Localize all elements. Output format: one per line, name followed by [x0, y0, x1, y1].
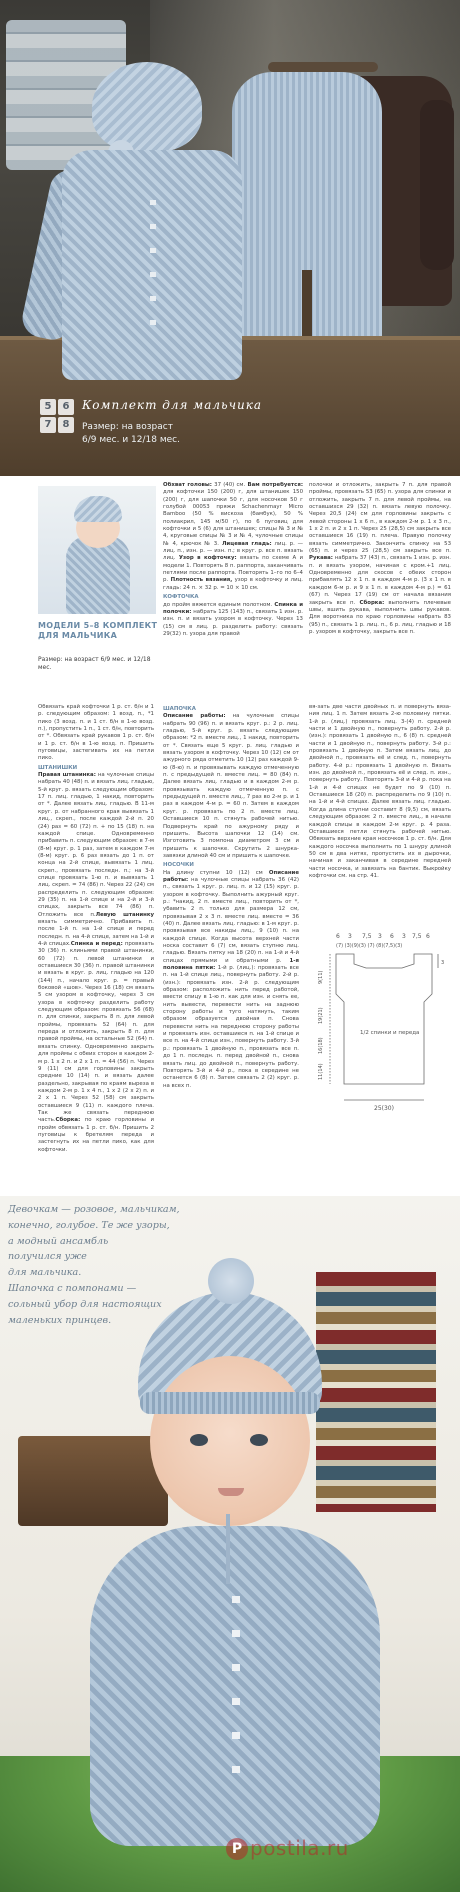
bold-term: Узор в кофточку: — [175, 555, 237, 562]
book-stack — [316, 1272, 436, 1512]
body-text: на чулочные спицы набрать 36 (42) п., связать 1 круг. р. лиц. п. и 12 (15) круг. р. узором в кофточку. Выполнить ажурный круг. р.: *накид, 2 п. вместе лиц., повторить от *, убавить 2 п. только для размера 12 см, провязывая 2 х 3 п. вместе лиц. вместе = 36 (40) п. Далее вязать лиц. гладью: в 1-м круг. р. провязывая все накиды лиц., 9 (10) п. на каждой спице. Когда высота верхней части носка составит 6 (7) см, вязать ступню лиц. гладью. Вязать пятку на 18 (20) п. на 1-й и 4-й спицах прямыми и обратными р. — [163, 876, 299, 964]
pattern-schematic — [316, 924, 452, 1140]
text-column-b — [309, 482, 451, 694]
baby-face — [150, 1356, 310, 1526]
body-text: набрать 125 (143) п., связать 1 изн. р. изн. п. и вязать узором в кофточку. Через 13 (15) см в лиц. р. разделить работу: связать 29(32) п. узора для правой — [163, 608, 303, 637]
cardigan-buttons — [232, 1596, 240, 1796]
watermark[interactable]: postila.ru — [250, 1836, 349, 1860]
model-number-badge — [40, 399, 74, 433]
badge-number: 7 — [40, 417, 56, 433]
section-heading: ШАПОЧКА — [163, 706, 196, 712]
body-text: вязать симметрично. Прибавить п. после 1-й п. на 1-й спице и перед последн. п. на 4-й спице, затем на 1-й и 4-й спицах. — [38, 918, 154, 947]
body-text: вя-зать две части двойных п. и повернуть вяза-ния лиц. 1 п. Затем вязать 2-ю половину пятки. 1-й р. (лиц.) провязать лиц. 3-(4) п. средней части и 1 двойную п., повернуть работу. 2-й р. (изн.): провязать 1 двойную п., 6 (8) п. средней части и 1 двойную п., повернуть работу. 3-й р.: провязать 1 двойную п. Затем вязать лиц. до двойной п., провязать её и след. п., повернуть работу. 4-й р.: провязать 1 двойную п. Вязать изн. до двойной п., провязать её и след. п. изн., повернуть работу. Повторять 3-й и 4-й р. пока на 1-й и 4-й спицах не будет по 9 (10) п. Оставшиеся 18 (20) п. распределить по 9 (10) п. на 1-й и 4-й спицах. Далее вязать лиц. гладью. Когда длина ступни составит 8 (9,5) см, вязать следующим образом: 2 п. вместе лиц., в начале каждой спицы в каждом 2-м круг. р. 4 раза. Оставшиеся петли стянуть рабочей нитью. Обвязать верхние края носочков 1 р. ст. б/н. Для каждого носочка выполнить по 1 шнуру длиной 50 см в два нитях, пропустить их в дырочки, начиная и заканчивая в середине передней части носочка, и завязать на бантик. — [309, 704, 451, 872]
schem-measure: 9(11) — [318, 970, 324, 984]
body-text: до пройм вяжется единым полотном. — [163, 601, 273, 608]
top-product-photo — [0, 0, 460, 476]
baby-thumbnail-hat — [74, 496, 122, 522]
bold-term: Рукава: — [309, 555, 333, 562]
body-text: На длину ступни 10 (12) см — [163, 869, 263, 876]
body-text: для кофточки 150 (200) г, для штанишек 150 (200) г, для шапочки 50 г, для носочков 50 г голубой 00053 пряжи Schachenmayr Micro Bamboo (50 % вискоза (бамбук), 50 % полиакрил, 145 м/50 г), по 6 пуговиц для кофточки и 5 (6) для штанишек; спицы № 3 и № 4, круговые спицы № 3 и № 4, чулочные спицы № 4, крючок № 3. — [163, 489, 303, 547]
body-text: 1-й р. (лиц.): провязать все п. на 1-й спице лиц., повернуть работу. 2-й р. (изн.): провязать изн. 2-й р. следующим образом: расположить нить перед работой, ввести спицу в 1-ю п. как для изн. и снять ее, нить вывести, перевести нить на заднюю сторону работы и туго натянуть, таким образом образуется двойная п. Снова перевести нить на переднюю сторону работы и провязать изн. оставшиеся п. на 1-й спице и все п. на 4-й спице изн., повернуть работу. 3-й р.: провязать 1 двойную п., провязать все п. до 1 п. последн. п. перед двойной п., снова вязать лиц. до двойной п., повернуть работу. Повторять 3-й и 4-й р., пока в середине не останется 6 (8) п. Затем связать 2 (2) круг. р. на всех п. — [163, 965, 299, 1089]
body-text: 37 (40) см. — [211, 482, 246, 488]
body-text: Обвязать край кофточки 1 р. ст. б/н и 1 р. следующим образом: 1 возд. п., *1 пико (3 возд. п. и 1 ст. б/н в 1-ю возд. п.), пропустить 1 п., 1 ст. б/н, повторить от *. Обвязать край рукавов 1 р. ст. б/н и 1 р. ст. б/н в 1-ю возд. п. Пришить пуговицы, застегивать их на петли пико. — [38, 704, 154, 762]
text-column-e — [309, 704, 451, 914]
caption-line: маленьких принцев. — [8, 1314, 112, 1326]
bold-term: Сборка: — [355, 599, 385, 606]
bold-term: Сборка: — [55, 1117, 81, 1124]
bottom-baby-photo — [0, 1196, 460, 1892]
photo-caption — [8, 1202, 258, 1328]
hat-brim — [140, 1392, 320, 1414]
bold-term: Описание работы: — [163, 869, 299, 883]
photo-subtitle: 6/9 мес. и 12/18 мес. — [82, 435, 180, 445]
hanger — [268, 62, 378, 72]
section-heading: КОФТОЧКА — [163, 594, 199, 601]
caption-line: получился уже — [8, 1251, 87, 1263]
body-text: на чулочные спицы набрать 90 (96) п. и вязать круг. р.: 2 р. лиц. гладью, 5-й круг. р. вязать следующим образом: *2 п. вместе лиц., 1 накид, повторить от *. Связать еще 5 круг. р. лиц. гладью и вязать узором в кофточку. Через 10 (12) см от ажурного ряда отметить 10 (12) раз каждой 9-ю (8-ю) п. и провязывать каждую отмеченную п. с предыдущей п. вместе лиц. = 80 (84) п. Далее вязать лиц. гладью и в каждом 2-м р. провязывать каждую отмеченную п. с предыдущей п. вместе лиц., 7 раз во 2-м р. и 1 раз в каждом 4-м р. = 60 п. Затем в каждом круг. р. провязать по 2 п. вместе лиц. Оставшиеся 10 п. стянуть рабочей нитью. Подвернуть край по ажурному ряду и пришить. Высота шапочки 12 (14) см. — [163, 713, 299, 837]
caption-line: для мальчика. — [8, 1267, 82, 1279]
caption-line: Шапочка с помпонами — — [8, 1282, 137, 1294]
caption-line: а модный ансамбль — [8, 1235, 109, 1247]
schem-piece-label: 1/2 спинки и переда — [360, 1030, 420, 1036]
body-text: полочки и отложить, закрыть 7 п. для правой проймы, провязать 53 (65) п. узора для спинки и отложить, закрыть 7 п. для левой проймы, на оставшихся 29 (32) п. вязать левую полочку. Через 20,5 (24) см для горловины закрыть с левой стороны 1 х 6 п., в каждом 2-м р. 1 х 3 п., 1 х 2 п. и 2 х 1 п. Через 25 (28,5) см закрыть все оставшиеся 16 (19) п. плеча. Правую полочку вязать симметрично. Закончить спинку на 53 (65) п. и через 25 (28,5) см закрыть все п. — [309, 482, 451, 555]
schem-top-label: 3 — [402, 933, 406, 940]
schem-measure: 11(14) — [318, 1063, 324, 1080]
hat-ties — [226, 1514, 230, 1584]
bold-term: Правая штанинка: — [38, 772, 96, 779]
schem-measure: 16(18) — [318, 1037, 324, 1054]
photo-subtitle: Размер: на возраст — [82, 422, 173, 432]
schem-top-label: 6 — [426, 933, 430, 940]
schem-top-label: 7,5 — [412, 933, 422, 940]
text-column-c — [38, 704, 154, 1186]
bold-term: Вам потребуется: — [245, 482, 303, 488]
caption-line: Девочкам — розовое, мальчикам, — [8, 1204, 180, 1215]
body-text: выполнить плечевые швы, вшить рукава, выполнить швы рукавов. Для воротника по краю горловины набрать 83 (95) п., связать 1 р. лиц. п., 6 р. лиц. гладью и 18 р. узором в кофточку, закрыть все п. — [309, 599, 451, 635]
pattern-page — [0, 476, 460, 1196]
cardigan-buttons — [150, 200, 156, 340]
body-text: провязать 30 (36) п. клиньями правой штанинки, 60 (72) п. левой штанинки и оставшиеся 30 (36) п. правой штанинки и вязать в круг. р. лиц. гладью на 120 (144) п., начало круг. р. = правый боковой «шов». Через 16 (18) см вязать 5 см узором в кофточку, через 3 см узора в кофточку разделить работу следующим образом: провязать 56 (68) п. для спинки, закрыть 8 п. для левой проймы, провязать 52 (64) п. для переда и отложить, закрыть 8 п. для правой проймы, на остальные 52 (64) п. вязать спинку. Одновременно закрыть для проймы с обеих сторон в каждом 2-м р. 1 х 2 п. и 2 х 1 п. = 44 (56) п. Через 9 (11) см для горловины закрыть средние 10 (14) п. и вязать далее раздельно, закрывая по краям выреза в каждом 2-м р. 1 х 4 п., 1 х 2 (2 х 2) п. и 2 х 1 п. Через 52 (58) см закрыть оставшиеся 9 (11) п. каждого плеча. Так же связать переднюю часть. — [38, 941, 154, 1124]
baby-eye — [250, 1434, 268, 1446]
body-text: на чулочные спицы набрать 40 (48) п. и вязать лиц. гладью, 5-й круг. р. вязать следующим образом: 17 п. лиц. гладью, 1 накид, повторить от *. Далее вязать лиц. гладью. В 11-м круг. р. от набранного края вывязать 1 лиц., скреп., после каждой 2-й п. 20 (24) раз = 60 (72) п. + по 15 (18) п. на каждой спице. Одновременно прибавить п. следующим образом: в 7-м (8-м) круг. р. 1 раз, затем в каждом 7-м (8-м) круг. р. 6 раз вязать до 1 п. от конца на 2-й спице, вывязать 1 лиц. скреп., провязать последн. п.; на 3-й спице провязать 1-ю п. и вывязать 1 лиц. скреп. = 74 (86) п. Через 22 (24) см распределить п. следующим образом: 29 (35) п. на 1-й спице и на 2-й и 3-й спицах, закрыть все 74 (86) п. Отложить все п. — [38, 772, 154, 918]
schem-measure: 19(21) — [318, 1007, 324, 1024]
models-title: МОДЕЛИ 5–8 КОМПЛЕКТ ДЛЯ МАЛЬЧИКА — [38, 621, 158, 640]
baby-thumbnail-photo — [38, 486, 156, 614]
knitted-hat — [92, 62, 202, 152]
body-text: узор в кофточку и лиц. гладь: 24 п. × 32 р. = 10 × 10 см. — [163, 577, 303, 591]
schem-measure-right: 3 — [441, 960, 445, 966]
caption-line: сольный убор для настоящих — [8, 1298, 162, 1310]
schem-top-label: 3 — [348, 933, 352, 940]
bold-term: Спинка и перед: — [70, 941, 123, 947]
schem-top-label-alt: (7) (3)(9)(3) (7) (8)(7,5)(3) — [336, 943, 403, 949]
body-text: набрать 37 (43) п., связать 1 изн. р. изн. п. и вязать узором, начиная с кром.+1 лиц. Одновременно для скосов с обеих сторон прибавлять 12 х 1 п. в каждом 4-м р. (3 х 1 п. в каждом 6-м р. и 9 х 1 п. в каждом 4-м р.) = 61 (67) п. Через 17 (19) см от начала вязания закрыть все п. — [309, 555, 451, 606]
brown-shirt-sleeve — [420, 100, 454, 270]
body-text: вязать по схеме А и модели 1. Повторять 8 п. раппорта, заканчивать петлями после раппорта. Повторять 1–го по 6–4 р. — [163, 555, 303, 584]
schem-top-label: 6 — [336, 933, 340, 940]
baby-eye — [190, 1434, 208, 1446]
badge-number: 6 — [58, 399, 74, 415]
schem-bottom-label: 25(30) — [374, 1105, 394, 1112]
text-column-d — [163, 704, 299, 1186]
bold-term: Плотность вязания, — [168, 577, 233, 584]
body-text: по краю горловины и пройм обвязать 1 р. ст. б/н. Пришить 2 пуговицы к бретелям переда и застегнуть их на петли пико, как для кофточки. — [38, 1117, 154, 1153]
schem-top-label: 6 — [390, 933, 394, 940]
bold-term: Описание работы: — [163, 713, 226, 720]
schematic-drawing — [316, 924, 452, 1140]
body-text: лиц. р. — лиц. п., изн. р. — изн. п.; в круг. р. все п. вязать лиц. — [163, 540, 303, 562]
watermark-logo-icon: P — [226, 1838, 248, 1860]
badge-number: 5 — [40, 399, 56, 415]
bold-term: Обхват головы: — [163, 482, 212, 488]
bold-term: Спинка и полочки: — [163, 601, 303, 615]
baby-mouth — [218, 1488, 244, 1496]
bold-term: Лицевая гладь: — [218, 540, 272, 547]
caption-line: конечно, голубое. Те же узоры, — [8, 1219, 170, 1231]
text-column-a — [163, 482, 303, 694]
photo-title: Комплект для мальчика — [82, 398, 263, 412]
schem-top-label: 3 — [378, 933, 382, 940]
schem-top-label: 7,5 — [362, 933, 372, 940]
section-heading: НОСОЧКИ — [163, 862, 194, 869]
section-heading: ШТАНИШКИ — [38, 764, 78, 771]
body-text: Изготовить 3 помпона диаметром 3 см и пришить к шапочке. Скрутить 2 шнурка-завязки длиной 40 см и пришить к шапочке. — [163, 838, 299, 859]
body-text: Выкройку кофточки см. на стр. 41. — [309, 865, 451, 879]
wooden-table — [18, 1436, 168, 1526]
bold-term: Левую штанинку — [95, 911, 154, 918]
bold-term: 1-я половина пятки: — [163, 957, 299, 972]
badge-number: 8 — [58, 417, 74, 433]
size-line: Размер: на возраст 6/9 мес. и 12/18 мес. — [38, 656, 151, 671]
